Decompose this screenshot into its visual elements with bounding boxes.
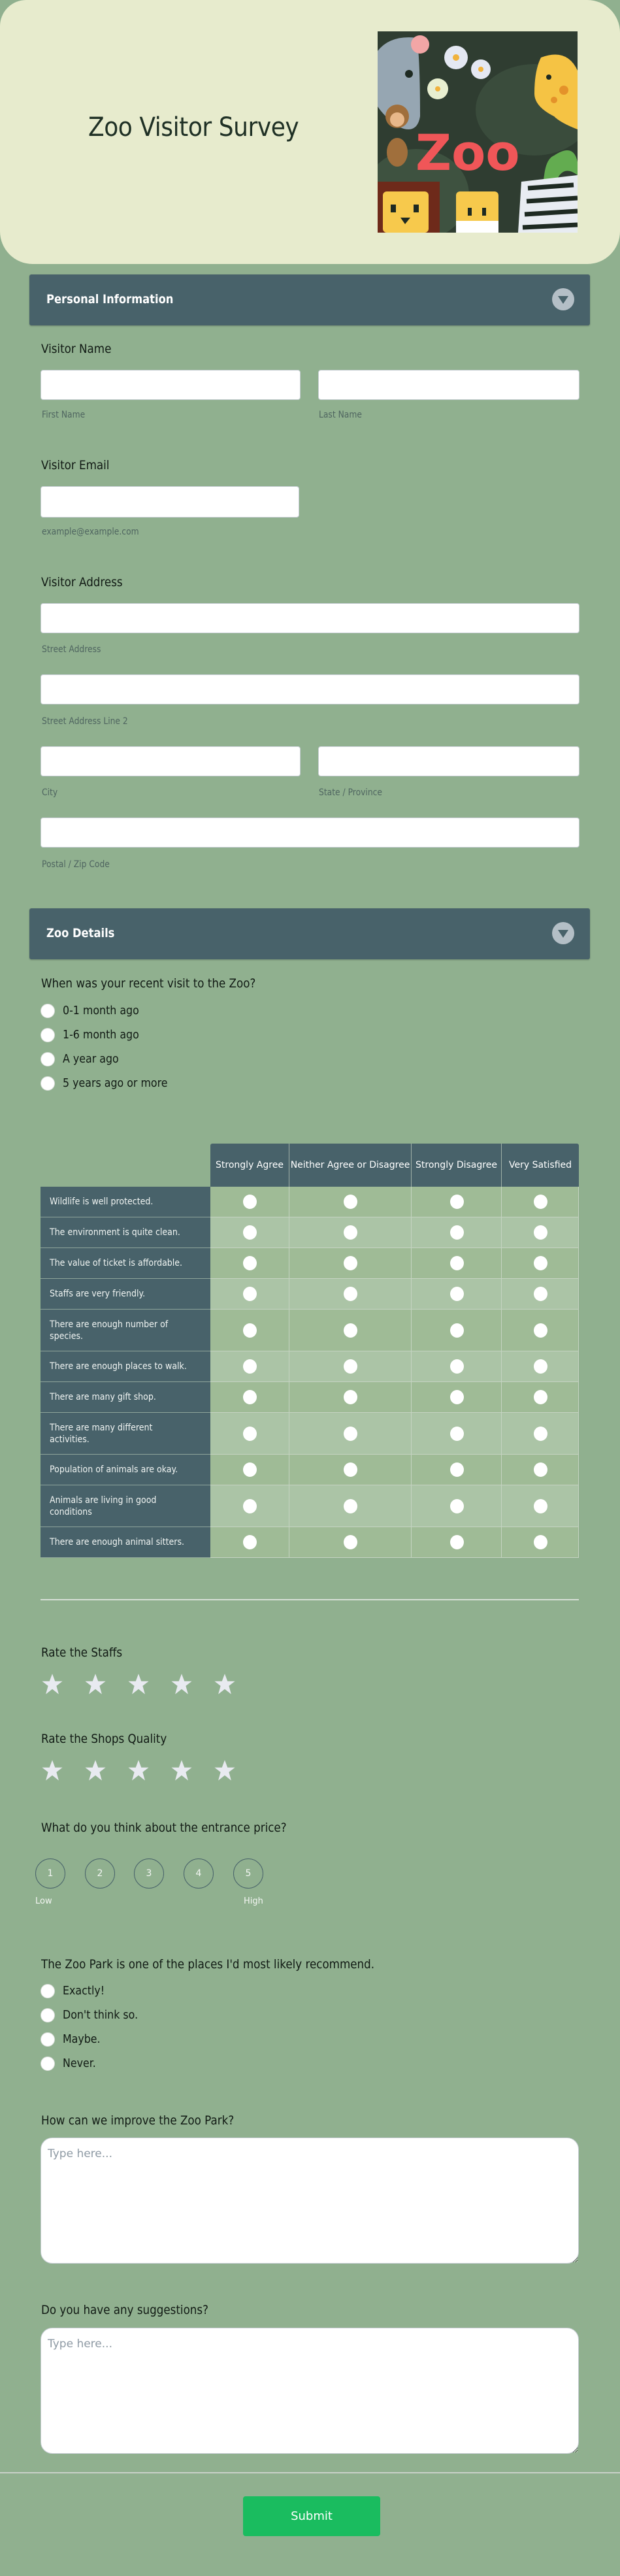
section-title: Zoo Details [46, 926, 115, 940]
matrix-radio-button[interactable] [534, 1287, 547, 1301]
matrix-radio-button[interactable] [243, 1225, 257, 1240]
matrix-radio-button[interactable] [450, 1359, 464, 1374]
matrix-radio-button[interactable] [534, 1225, 547, 1240]
star-icon[interactable] [213, 1673, 237, 1695]
matrix-radio-button[interactable] [243, 1359, 257, 1374]
visitor-address-label: Visitor Address [41, 575, 123, 589]
matrix-radio-button[interactable] [450, 1390, 464, 1404]
visitor-email-label: Visitor Email [41, 458, 110, 472]
matrix-radio-button[interactable] [450, 1225, 464, 1240]
first-name-sublabel: First Name [42, 410, 86, 420]
matrix-radio-button[interactable] [450, 1535, 464, 1549]
matrix-radio-button[interactable] [243, 1256, 257, 1270]
matrix-cell[interactable] [412, 1351, 502, 1382]
matrix-cell[interactable] [210, 1527, 289, 1558]
radio-button[interactable] [41, 1076, 55, 1091]
matrix-cell[interactable] [412, 1413, 502, 1455]
email-sublabel: example@example.com [42, 527, 139, 537]
matrix-radio-button[interactable] [243, 1462, 257, 1477]
matrix-cell[interactable] [210, 1351, 289, 1382]
matrix-radio-button[interactable] [344, 1287, 357, 1301]
matrix-cell[interactable] [289, 1217, 412, 1248]
matrix-radio-button[interactable] [534, 1256, 547, 1270]
matrix-radio-button[interactable] [243, 1499, 257, 1513]
scale-option-2[interactable]: 2 [85, 1858, 115, 1889]
matrix-radio-button[interactable] [534, 1390, 547, 1404]
first-name-input[interactable] [41, 370, 301, 400]
matrix-row-label: Wildlife is well protected. [41, 1187, 210, 1217]
matrix-radio-button[interactable] [534, 1427, 547, 1441]
matrix-cell[interactable] [412, 1217, 502, 1248]
matrix-row-label: There are many different activities. [41, 1413, 210, 1455]
matrix-radio-button[interactable] [450, 1323, 464, 1338]
rate-staffs-label: Rate the Staffs [41, 1645, 123, 1660]
matrix-radio-button[interactable] [344, 1323, 357, 1338]
radio-button[interactable] [41, 1028, 55, 1042]
matrix-cell[interactable] [289, 1248, 412, 1279]
matrix-cell[interactable] [412, 1382, 502, 1413]
matrix-radio-button[interactable] [344, 1195, 357, 1209]
matrix-radio-button[interactable] [534, 1535, 547, 1549]
street-address-line2-input[interactable] [41, 674, 579, 704]
matrix-radio-button[interactable] [534, 1359, 547, 1374]
matrix-cell[interactable] [210, 1413, 289, 1455]
matrix-cell[interactable] [289, 1527, 412, 1558]
matrix-row-label: Animals are living in good conditions [41, 1485, 210, 1527]
matrix-cell[interactable] [412, 1279, 502, 1310]
divider [41, 1599, 579, 1600]
matrix-cell[interactable] [502, 1187, 579, 1217]
entrance-price-question: What do you think about the entrance price? [41, 1821, 287, 1835]
zoo-text: Zoo [416, 124, 520, 182]
star-icon[interactable] [127, 1759, 150, 1781]
matrix-radio-button[interactable] [344, 1535, 357, 1549]
matrix-cell[interactable] [210, 1187, 289, 1217]
scale-option-4[interactable]: 4 [184, 1858, 214, 1889]
suggestions-textarea[interactable] [41, 2328, 579, 2454]
matrix-col-header: Strongly Disagree [412, 1144, 502, 1187]
matrix-cell[interactable] [502, 1248, 579, 1279]
visitor-name-label: Visitor Name [41, 342, 112, 356]
matrix-cell[interactable] [289, 1413, 412, 1455]
section-header-zoo-details[interactable] [29, 908, 590, 959]
matrix-radio-button[interactable] [243, 1323, 257, 1338]
street-address-input[interactable] [41, 603, 579, 633]
scale-high-label: High [244, 1896, 263, 1906]
recent-visit-question: When was your recent visit to the Zoo? [41, 976, 256, 991]
section-header-personal-information[interactable] [29, 274, 590, 325]
last-name-sublabel: Last Name [319, 410, 362, 420]
matrix-radio-button[interactable] [450, 1462, 464, 1477]
matrix-radio-button[interactable] [344, 1390, 357, 1404]
matrix-radio-button[interactable] [344, 1462, 357, 1477]
matrix-cell[interactable] [412, 1527, 502, 1558]
radio-button[interactable] [41, 2056, 55, 2071]
matrix-cell[interactable] [502, 1310, 579, 1351]
matrix-col-header: Very Satisfied [502, 1144, 579, 1187]
matrix-cell[interactable] [502, 1382, 579, 1413]
matrix-cell[interactable] [289, 1485, 412, 1527]
matrix-cell[interactable] [412, 1485, 502, 1527]
matrix-cell[interactable] [412, 1310, 502, 1351]
matrix-cell[interactable] [289, 1310, 412, 1351]
city-input[interactable] [41, 746, 301, 776]
matrix-radio-button[interactable] [344, 1359, 357, 1374]
matrix-cell[interactable] [289, 1279, 412, 1310]
matrix-radio-button[interactable] [450, 1195, 464, 1209]
matrix-row-label: Population of animals are okay. [41, 1455, 210, 1485]
chevron-down-icon[interactable] [552, 922, 574, 944]
matrix-row-label: The environment is quite clean. [41, 1217, 210, 1248]
matrix-radio-button[interactable] [450, 1256, 464, 1270]
star-icon[interactable] [127, 1673, 150, 1695]
star-icon[interactable] [84, 1759, 107, 1781]
matrix-cell[interactable] [502, 1413, 579, 1455]
star-rating-staffs[interactable] [41, 1673, 237, 1695]
radio-button[interactable] [41, 1004, 55, 1018]
matrix-row-label: There are many gift shop. [41, 1382, 210, 1413]
state-sublabel: State / Province [319, 787, 383, 798]
matrix-radio-button[interactable] [243, 1427, 257, 1441]
scale-option-3[interactable]: 3 [134, 1858, 164, 1889]
last-name-input[interactable] [318, 370, 579, 400]
matrix-cell[interactable] [502, 1279, 579, 1310]
matrix-radio-button[interactable] [450, 1287, 464, 1301]
matrix-row-label: There are enough animal sitters. [41, 1527, 210, 1558]
scale-low-label: Low [35, 1896, 52, 1906]
form-title: Zoo Visitor Survey [88, 112, 299, 142]
zip-input[interactable] [41, 817, 579, 848]
matrix-radio-button[interactable] [450, 1499, 464, 1513]
matrix-cell[interactable] [412, 1455, 502, 1485]
matrix-radio-button[interactable] [534, 1195, 547, 1209]
star-icon[interactable] [41, 1673, 64, 1695]
matrix-cell[interactable] [502, 1485, 579, 1527]
matrix-cell[interactable] [210, 1455, 289, 1485]
email-input[interactable] [41, 486, 299, 518]
matrix-radio-button[interactable] [534, 1323, 547, 1338]
matrix-radio-button[interactable] [534, 1462, 547, 1477]
radio-button[interactable] [41, 1052, 55, 1066]
street-address-sublabel: Street Address [42, 644, 101, 655]
state-input[interactable] [318, 746, 579, 776]
matrix-radio-button[interactable] [243, 1195, 257, 1209]
matrix-cell[interactable] [289, 1455, 412, 1485]
matrix-cell[interactable] [210, 1279, 289, 1310]
zip-sublabel: Postal / Zip Code [42, 859, 110, 870]
section-title: Personal Information [46, 292, 174, 306]
radio-button[interactable] [41, 2008, 55, 2023]
improve-textarea[interactable] [41, 2138, 579, 2264]
scale-option-1[interactable]: 1 [35, 1858, 65, 1889]
matrix-cell[interactable] [289, 1187, 412, 1217]
matrix-cell[interactable] [502, 1527, 579, 1558]
matrix-row-label: Staffs are very friendly. [41, 1279, 210, 1310]
star-icon[interactable] [213, 1759, 237, 1781]
star-rating-shops[interactable] [41, 1759, 237, 1781]
zoo-illustration [378, 31, 578, 233]
chevron-down-icon[interactable] [552, 288, 574, 310]
submit-button[interactable]: Submit [243, 2496, 380, 2536]
matrix-cell[interactable] [289, 1351, 412, 1382]
radio-button[interactable] [41, 1984, 55, 1998]
matrix-cell[interactable] [412, 1187, 502, 1217]
matrix-radio-button[interactable] [243, 1390, 257, 1404]
matrix-cell[interactable] [412, 1248, 502, 1279]
star-icon[interactable] [170, 1759, 193, 1781]
matrix-col-header: Strongly Agree [210, 1144, 289, 1187]
rate-shops-label: Rate the Shops Quality [41, 1732, 167, 1746]
matrix-row-label: There are enough number of species. [41, 1310, 210, 1351]
matrix-radio-button[interactable] [344, 1427, 357, 1441]
matrix-col-header: Neither Agree or Disagree [289, 1144, 412, 1187]
city-sublabel: City [42, 787, 58, 798]
matrix-cell[interactable] [502, 1351, 579, 1382]
matrix-radio-button[interactable] [344, 1256, 357, 1270]
matrix-radio-button[interactable] [450, 1427, 464, 1441]
star-icon[interactable] [84, 1673, 107, 1695]
matrix-cell[interactable] [210, 1382, 289, 1413]
radio-button[interactable] [41, 2032, 55, 2047]
matrix-row-label: The value of ticket is affordable. [41, 1248, 210, 1279]
matrix-cell[interactable] [210, 1310, 289, 1351]
form-header [0, 0, 620, 264]
star-icon[interactable] [41, 1759, 64, 1781]
matrix-radio-button[interactable] [243, 1535, 257, 1549]
star-icon[interactable] [170, 1673, 193, 1695]
matrix-cell[interactable] [210, 1485, 289, 1527]
scale-option-5[interactable]: 5 [233, 1858, 263, 1889]
improve-question: How can we improve the Zoo Park? [41, 2113, 235, 2128]
recommend-question: The Zoo Park is one of the places I'd most likely recommend. [41, 1957, 375, 1972]
matrix-radio-button[interactable] [243, 1287, 257, 1301]
footer-divider [0, 2472, 620, 2473]
matrix-row-label: There are enough places to walk. [41, 1351, 210, 1382]
suggestions-question: Do you have any suggestions? [41, 2303, 208, 2317]
matrix-radio-button[interactable] [344, 1225, 357, 1240]
matrix-cell[interactable] [502, 1455, 579, 1485]
matrix-cell[interactable] [502, 1217, 579, 1248]
matrix-cell[interactable] [289, 1382, 412, 1413]
street-address-line2-sublabel: Street Address Line 2 [42, 716, 128, 727]
matrix-cell[interactable] [210, 1248, 289, 1279]
matrix-cell[interactable] [210, 1217, 289, 1248]
matrix-radio-button[interactable] [344, 1499, 357, 1513]
matrix-radio-button[interactable] [534, 1499, 547, 1513]
